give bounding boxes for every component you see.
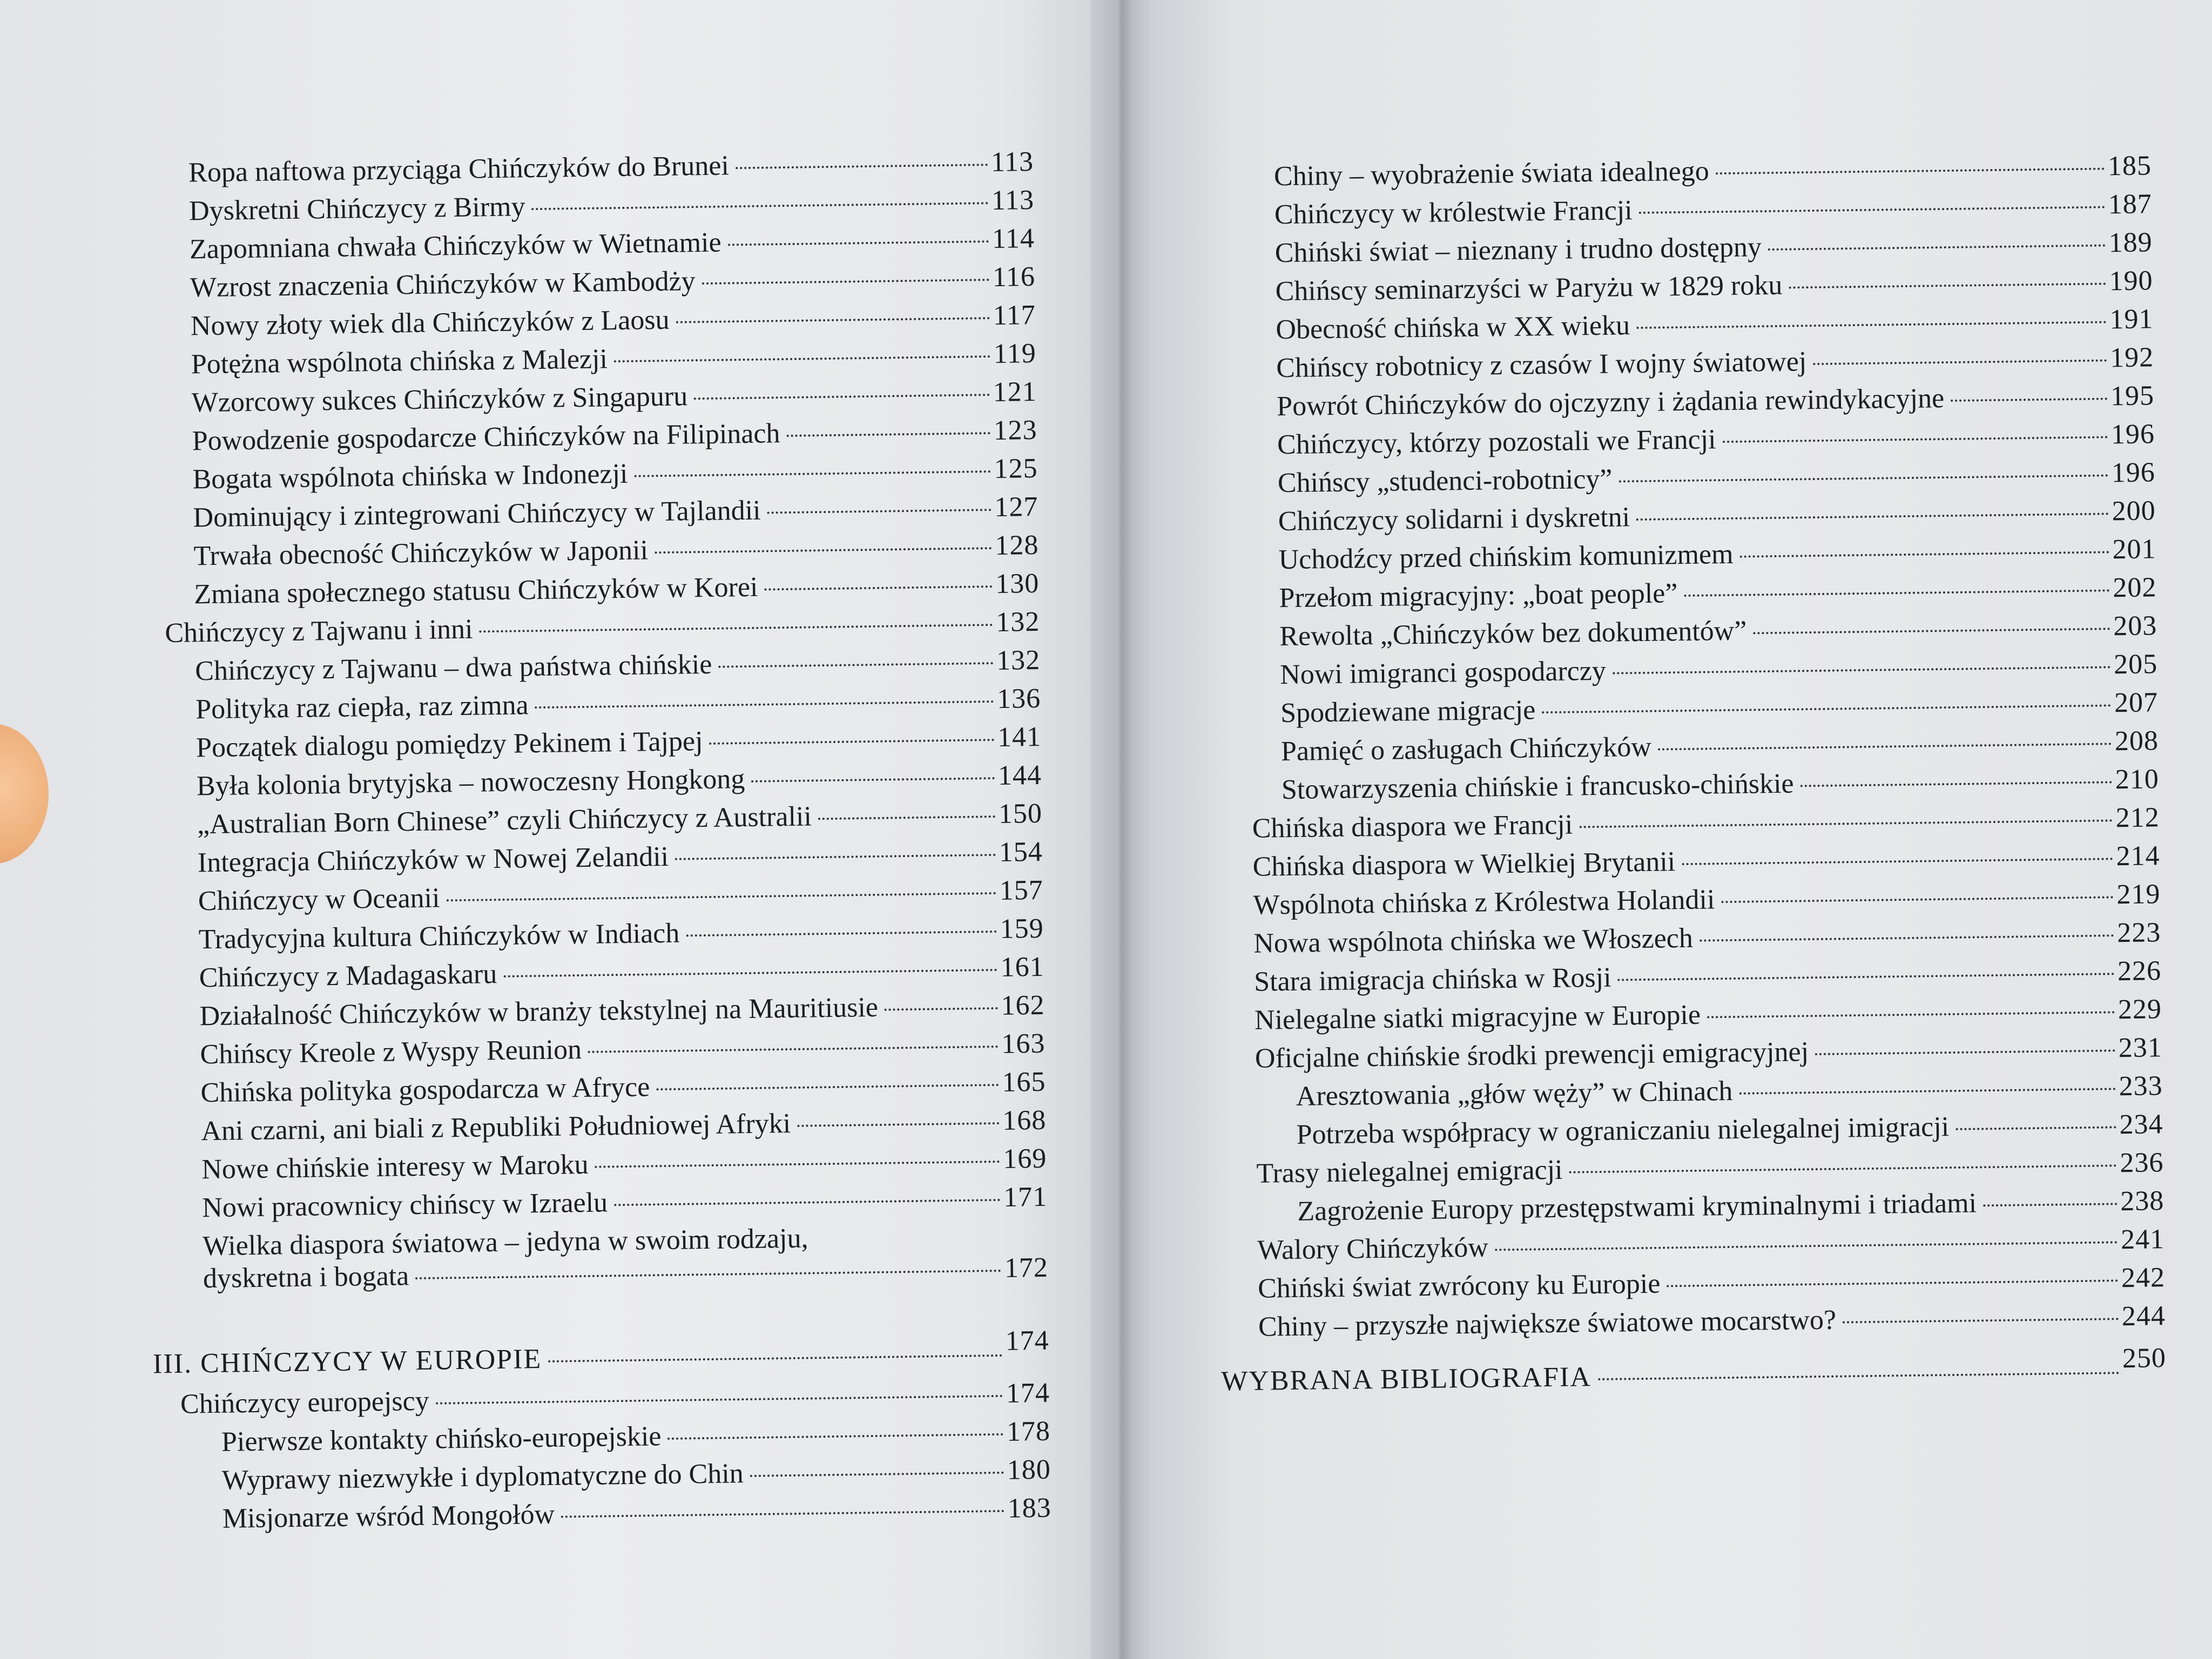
toc-entry-page: 161 (1000, 951, 1044, 983)
toc-entry (1275, 265, 2153, 308)
toc-entry-title: Spodziewane migracje (1280, 694, 1536, 729)
chapter-heading (1220, 1343, 2167, 1398)
dot-leader (1598, 1372, 2119, 1380)
toc-entry (1257, 1223, 2165, 1267)
toc-entry (1278, 533, 2156, 576)
toc-entry (191, 376, 1037, 419)
toc-entry-title: Wspólnota chińska z Królestwa Holandii (1253, 884, 1715, 921)
dot-leader (1658, 743, 2112, 750)
toc-entry-page: 244 (2121, 1300, 2166, 1332)
toc-entry (1255, 1031, 2163, 1075)
dot-leader (535, 700, 994, 709)
toc-entry (196, 721, 1042, 764)
toc-entry-page: 241 (2120, 1224, 2165, 1256)
toc-entry (193, 491, 1038, 534)
toc-entry (180, 1377, 1050, 1421)
toc-entry-title: Chiny – wyobrażenie świata idealnego (1273, 156, 1710, 192)
toc-entry-page: 189 (2108, 227, 2153, 259)
toc-entry-title: „Australian Born Chinese” czyli Chińczycy z Australii (197, 801, 812, 840)
toc-entry-page: 125 (994, 453, 1038, 484)
dot-leader (1618, 973, 2115, 981)
toc-entry-page: 236 (2120, 1147, 2164, 1179)
dot-leader (1813, 359, 2107, 365)
dot-leader (655, 547, 992, 554)
toc-entry-title: Chińczycy w królestwie Francji (1274, 195, 1633, 231)
toc-entry-page: 210 (2115, 764, 2160, 795)
toc-entry-page: 180 (1007, 1454, 1051, 1486)
toc-entry-title: Nowe chińskie interesy w Maroku (201, 1149, 589, 1185)
toc-entry (191, 338, 1036, 381)
toc-entry (200, 1028, 1046, 1071)
toc-entry-page: 200 (2112, 495, 2156, 527)
toc-entry-page: 226 (2117, 955, 2162, 987)
toc-entry (1279, 571, 2157, 615)
toc-entry-title: Stowarzyszenia chińskie i francusko-chińskie (1281, 768, 1794, 806)
dot-leader (751, 777, 995, 783)
dot-leader (588, 1046, 999, 1053)
toc-entry (1258, 1300, 2166, 1344)
toc-entry-title: Dyskretni Chińczycy z Birmy (188, 191, 525, 227)
toc-entry (188, 146, 1034, 189)
dot-leader (614, 1199, 1000, 1206)
toc-entry-title: Obecność chińska w XX wieku (1276, 310, 1630, 346)
toc-entry-title: Powrót Chińczyków do ojczyzny i żądania rewindykacyjne (1276, 383, 1945, 422)
book-gutter (1091, 0, 1150, 1659)
dot-leader (694, 394, 990, 400)
toc-entry-page: 157 (999, 874, 1044, 906)
dot-leader (1618, 474, 2108, 482)
dot-leader (736, 164, 988, 169)
toc-entry (1255, 993, 2162, 1037)
toc-entry-page: 132 (996, 644, 1041, 676)
toc-entry-page: 229 (2117, 994, 2162, 1026)
toc-entry-page: 162 (1001, 989, 1045, 1021)
toc-entry (1276, 303, 2154, 346)
toc-entry (1277, 418, 2155, 461)
toc-entry (199, 989, 1045, 1033)
dot-leader (1716, 167, 2105, 174)
toc-entry (199, 951, 1044, 994)
toc-entry-page: 163 (1001, 1028, 1046, 1060)
toc-entry-page: 168 (1002, 1104, 1047, 1136)
toc-entry-page: 132 (995, 606, 1040, 638)
dot-leader (1579, 819, 2112, 828)
toc-entry (1279, 610, 2157, 653)
dot-leader (1495, 1241, 2117, 1251)
toc-entry (1254, 955, 2162, 999)
toc-entry (1256, 1147, 2164, 1190)
toc-entry-title: Nowy złoty wiek dla Chińczyków z Laosu (190, 304, 670, 342)
toc-entry-page: 113 (991, 184, 1035, 216)
dot-leader (1753, 628, 2110, 634)
toc-entry (191, 299, 1036, 342)
dot-leader (415, 1270, 1001, 1279)
toc-entry-title: Rewolta „Chińczyków bez dokumentów” (1279, 615, 1747, 652)
dot-leader (548, 1354, 1002, 1363)
toc-entry-title: Chińczycy z Madagaskaru (199, 959, 497, 994)
toc-entry-title: Chińczycy solidarni i dyskretni (1278, 502, 1630, 537)
toc-entry-page: 123 (993, 414, 1037, 446)
dot-leader (503, 969, 997, 977)
toc-entry-title: Nowi imigranci gospodarczy (1279, 655, 1607, 691)
toc-entry-title: Chińscy robotnicy z czasów I wojny światowej (1276, 346, 1807, 384)
toc-entry (198, 874, 1043, 918)
toc-entry-page: 208 (2114, 725, 2159, 757)
toc-entry-page: 172 (1004, 1252, 1049, 1284)
toc-entry-page: 238 (2120, 1185, 2164, 1217)
toc-entry-title: Dominujący i zintegrowani Chińczycy w Tajlandii (193, 495, 761, 534)
toc-entry-title: Oficjalne chińskie środki prewencji emigracyjnej (1255, 1036, 1809, 1074)
toc-entry-title: Trasy nielegalnej emigracji (1256, 1154, 1563, 1189)
dot-leader (767, 509, 992, 514)
dot-leader (1768, 244, 2106, 251)
toc-entry (202, 1181, 1048, 1224)
toc-entry (1277, 380, 2155, 423)
toc-entry-page: 207 (2114, 687, 2159, 719)
toc-entry-title: Była kolonia brytyjska – nowoczesny Hongkong (196, 764, 745, 802)
toc-entry (201, 1143, 1047, 1186)
toc-entry-page: 169 (1002, 1143, 1047, 1175)
toc-entry (1278, 495, 2156, 538)
toc-entry (221, 1415, 1051, 1459)
toc-entry-title: Potężna wspólnota chińska z Malezji (191, 343, 608, 380)
dot-leader (797, 1122, 999, 1127)
toc-entry-page: 250 (2122, 1343, 2167, 1374)
toc-entry-title: Przełom migracyjny: „boat people” (1279, 578, 1678, 614)
toc-entry (1282, 763, 2160, 806)
toc-entry-title: Potrzeba współpracy w ograniczaniu nielegalnej imigracji (1296, 1111, 1950, 1150)
toc-entry (1280, 686, 2159, 730)
toc-entry (1296, 1070, 2163, 1113)
toc-entry-title: Nowi pracownicy chińscy w Izraelu (201, 1187, 608, 1224)
toc-entry (222, 1492, 1051, 1535)
toc-entry-page: 117 (993, 299, 1036, 331)
toc-entry (1253, 916, 2161, 960)
toc-entry-title: Zmiana społecznego statusu Chińczyków w Korei (194, 571, 758, 610)
toc-entry-title: Chińczycy z Tajwanu – dwa państwa chińskie (194, 649, 712, 687)
toc-entry-title: Początek dialogu pomiędzy Pekinem i Tajpej (195, 726, 703, 764)
toc-entry-title: Zagrożenie Europy przestępstwami kryminalnymi i triadami (1297, 1188, 1977, 1227)
dot-leader (676, 317, 990, 323)
toc-entry-title: Wyprawy niezwykłe i dyplomatyczne do Chin (221, 1458, 744, 1496)
toc-entry-page: 113 (990, 146, 1034, 178)
toc-entry-page: 178 (1006, 1415, 1051, 1447)
toc-entry (198, 913, 1044, 956)
toc-entry-page: 191 (2109, 304, 2154, 335)
toc-entry-title: Chiny – przyszłe największe światowe mocarstwo? (1258, 1304, 1837, 1343)
toc-entry-title: Chiński świat – nieznany i trudno dostępny (1274, 232, 1762, 269)
toc-entry (165, 606, 1040, 650)
toc-entry-page: 231 (2118, 1032, 2163, 1064)
toc-entry-title: Chińska diaspora we Francji (1252, 809, 1573, 844)
dot-leader (728, 240, 989, 246)
toc-entry-page: 183 (1007, 1492, 1052, 1524)
toc-entry-title: Nielegalne siatki migracyjne w Europie (1254, 999, 1701, 1036)
toc-entry (1274, 226, 2153, 269)
toc-entry-title: Chińska polityka gospodarcza w Afryce (200, 1071, 650, 1109)
toc-entry-page: 196 (2110, 419, 2155, 450)
toc-entry (201, 1104, 1047, 1148)
toc-entry-page: 201 (2112, 534, 2156, 565)
thumb (0, 724, 49, 864)
toc-entry (1296, 1108, 2163, 1151)
toc-entry-title: Tradycyjna kultura Chińczyków w Indiach (198, 918, 680, 955)
toc-entry-page: 174 (1006, 1377, 1050, 1409)
dot-leader (634, 470, 990, 477)
dot-leader (1700, 934, 2114, 941)
dot-leader (1684, 589, 2109, 597)
toc-entry-title: Chińscy „studenci-robotnicy” (1277, 463, 1613, 499)
toc-entry-page: 242 (2121, 1262, 2166, 1294)
dot-leader (1723, 436, 2108, 443)
toc-entry-page: 185 (2107, 150, 2152, 182)
toc-entry-title: Integracja Chińczyków w Nowej Zelandii (197, 841, 669, 879)
dot-leader (818, 815, 995, 820)
dot-leader (1815, 1049, 2115, 1055)
chapter-title: WYBRANA BIBLIOGRAFIA (1220, 1361, 1592, 1397)
toc-entry (1278, 456, 2156, 500)
dot-leader (595, 1161, 1000, 1168)
dot-leader (675, 854, 996, 860)
toc-entry-page: 195 (2110, 380, 2155, 412)
toc-entry-page: 234 (2119, 1109, 2163, 1141)
toc-entry (1274, 150, 2152, 193)
toc-entry-page: 174 (1005, 1325, 1050, 1357)
toc-entry-page: 171 (1003, 1181, 1048, 1213)
chapter-heading (152, 1325, 1050, 1381)
toc-entry-title: Walory Chińczyków (1257, 1232, 1489, 1266)
toc-entry (1276, 341, 2154, 385)
toc-entry-title: Wzrost znaczenia Chińczyków w Kambodży (190, 266, 696, 304)
toc-entry-title: Bogata wspólnota chińska w Indonezji (192, 458, 628, 495)
toc-entry (190, 261, 1036, 304)
toc-entry-page: 128 (995, 529, 1039, 561)
toc-entry (198, 836, 1043, 879)
dot-leader (1721, 896, 2113, 903)
toc-entry-title: Aresztowania „głów węży” w Chinach (1296, 1075, 1733, 1112)
toc-entry-title: Nowa wspólnota chińska we Włoszech (1253, 922, 1694, 959)
toc-entry-page: 205 (2113, 649, 2158, 680)
dot-leader (710, 739, 995, 745)
toc-entry-page: 154 (999, 836, 1043, 868)
toc-entry-page: 116 (992, 261, 1036, 293)
toc-entry-page: 114 (992, 222, 1035, 254)
toc-entry-title: Chińczycy z Tajwanu i inni (165, 613, 473, 649)
dot-leader (702, 279, 989, 285)
toc-entry-page: 187 (2108, 188, 2153, 220)
toc-entry (1281, 725, 2159, 768)
toc-entry-page: 190 (2109, 265, 2153, 297)
toc-entry-wrapped (203, 1219, 1048, 1295)
toc-entry (197, 759, 1042, 802)
toc-entry-page: 127 (994, 491, 1038, 523)
toc-entry-page: 212 (2115, 802, 2160, 834)
toc-entry-page: 219 (2116, 879, 2161, 911)
toc-entry-title: Pamięć o zasługach Chińczyków (1280, 731, 1652, 767)
toc-entry (192, 453, 1038, 496)
toc-entry-page: 144 (997, 759, 1042, 791)
toc-entry (200, 1066, 1046, 1109)
toc-entry-title: Pierwsze kontakty chińsko-europejskie (221, 1421, 662, 1458)
toc-entry-page: 136 (996, 683, 1041, 714)
toc-entry-title: Misjonarze wśród Mongołów (222, 1499, 555, 1534)
dot-leader (446, 892, 996, 901)
dot-leader (532, 202, 988, 210)
toc-entry-title: Polityka raz ciepła, raz zimna (195, 690, 529, 725)
dot-leader (614, 355, 990, 362)
toc-entry-title: Chińscy Kreole z Wyspy Reunion (200, 1034, 582, 1070)
toc-entry-page: 192 (2109, 342, 2154, 374)
toc-entry-title: Chińczycy europejscy (180, 1385, 430, 1420)
toc-entry-page: 223 (2116, 917, 2161, 949)
toc-entry-page: 165 (1002, 1066, 1046, 1098)
toc-entry (222, 1454, 1051, 1497)
toc-entry-page: 141 (997, 721, 1042, 753)
dot-leader (1951, 397, 2107, 402)
toc-entry (195, 644, 1041, 687)
toc-entry-title: Działalność Chińczyków w branży tekstylnej na Mauritiusie (199, 992, 879, 1032)
dot-leader (480, 624, 993, 632)
dot-leader (1983, 1203, 2117, 1206)
toc-entry (1280, 648, 2158, 691)
toc-entry-title-continued: dyskretna i bogata (203, 1260, 409, 1294)
dot-leader (1707, 1011, 2115, 1018)
toc-entry (1274, 188, 2153, 231)
toc-entry-title: Chiński świat zwrócony ku Europie (1257, 1268, 1661, 1304)
toc-entry-title: Chińscy seminarzyści w Paryżu w 1829 roku (1275, 269, 1783, 307)
toc-entry-page: 233 (2119, 1070, 2163, 1102)
toc-entry-title: Zapomniana chwała Chińczyków w Wietnamie (189, 227, 721, 265)
dot-leader (1636, 512, 2109, 521)
toc-entry-page: 214 (2116, 840, 2160, 872)
dot-leader (750, 1472, 1004, 1477)
toc-entry (193, 529, 1039, 572)
left-page (0, 0, 1091, 1659)
toc-entry-title: Wielka diaspora światowa – jedyna w swoim rodzaju, (202, 1223, 808, 1262)
dot-leader (764, 585, 992, 591)
toc-entry (1252, 840, 2160, 884)
toc-entry (1297, 1185, 2164, 1228)
dot-leader (786, 432, 990, 437)
toc-entry-page: 150 (998, 798, 1043, 830)
dot-leader (1569, 1164, 2117, 1173)
dot-leader (686, 930, 996, 937)
toc-entry-title: Ropa naftowa przyciąga Chińczyków do Brunei (188, 150, 730, 188)
toc-entry-title: Uchodźcy przed chińskim komunizmem (1278, 538, 1734, 576)
dot-leader (1955, 1126, 2116, 1130)
toc-entry-title: Wzorcowy sukces Chińczyków z Singapuru (191, 381, 688, 419)
toc-entry-page: 130 (995, 568, 1040, 599)
dot-leader (1636, 321, 2106, 329)
toc-entry (1253, 878, 2161, 922)
toc-entry (197, 798, 1043, 841)
toc-entry-page: 196 (2111, 457, 2156, 489)
dot-leader (885, 1007, 998, 1011)
toc-entry-title: Powodzenie gospodarcze Chińczyków na Filipinach (192, 418, 780, 457)
toc-entry-title: Chińczycy w Oceanii (198, 882, 440, 917)
dot-leader (1800, 781, 2112, 787)
right-page (1150, 0, 2212, 1659)
toc-entry (195, 683, 1041, 726)
toc-entry-page: 119 (993, 338, 1037, 369)
toc-entry (189, 184, 1035, 227)
toc-entry-title: Stara imigracja chińska w Rosji (1253, 962, 1611, 997)
toc-entry-page: 121 (993, 376, 1037, 408)
dot-leader (1639, 206, 2105, 214)
dot-leader (1740, 551, 2109, 557)
toc-entry-page: 159 (1000, 913, 1044, 945)
toc-entry (192, 414, 1037, 457)
dot-leader (656, 1084, 999, 1090)
toc-entry-page: 203 (2113, 610, 2157, 642)
toc-entry-title: Chińczycy, którzy pozostali we Francji (1277, 424, 1716, 461)
dot-leader (1667, 1279, 2118, 1287)
dot-leader (1843, 1318, 2119, 1323)
dot-leader (1682, 858, 2113, 865)
dot-leader (1542, 704, 2111, 713)
chapter-title: III. CHIŃCZYCY W EUROPIE (152, 1344, 542, 1380)
dot-leader (436, 1395, 1003, 1405)
dot-leader (667, 1433, 1003, 1440)
dot-leader (561, 1510, 1004, 1518)
toc-entry-title: Ani czarni, ani biali z Republiki Południowej Afryki (201, 1108, 791, 1147)
dot-leader (718, 662, 993, 668)
toc-entry (194, 568, 1040, 611)
toc-entry (190, 222, 1035, 266)
toc-entry (1252, 801, 2160, 845)
toc-entry-title: Chińska diaspora w Wielkiej Brytanii (1252, 846, 1676, 882)
dot-leader (1613, 666, 2110, 674)
toc-entry-title: Trwała obecność Chińczyków w Japonii (193, 535, 649, 572)
toc-entry (1258, 1262, 2166, 1305)
toc-entry-page: 202 (2113, 572, 2157, 604)
dot-leader (1739, 1088, 2115, 1095)
dot-leader (1789, 282, 2106, 288)
